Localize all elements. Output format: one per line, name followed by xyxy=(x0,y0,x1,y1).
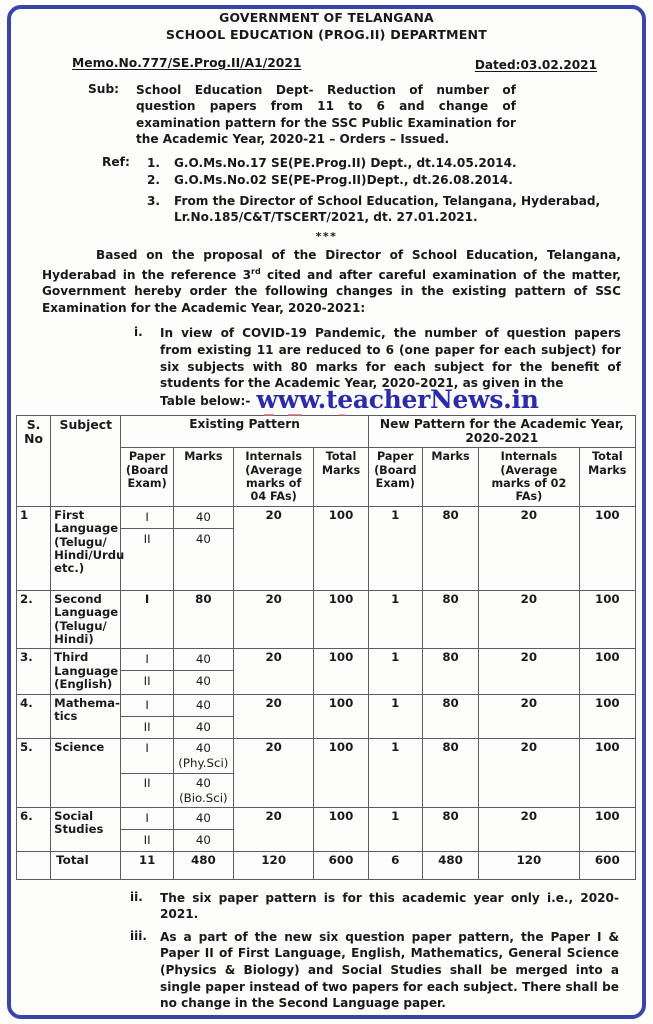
scan-artifact-mark xyxy=(288,414,302,416)
bottom-items-list xyxy=(14,890,639,1012)
cell-total-new-marks: 480 xyxy=(422,851,478,879)
bottom-item-number: iii. xyxy=(130,928,147,943)
item-i-block xyxy=(14,325,639,414)
cell-new-paper: 1 xyxy=(368,590,422,649)
paper-part: I xyxy=(145,740,149,755)
cell-new-marks: 80 xyxy=(422,807,478,851)
pattern-table-wrapper xyxy=(16,415,637,879)
reference-item-text: From the Director of School Education, Telangana, Hyderabad, Lr.No.185/C&T/TSCERT/2021, dt. 27.01.2021. xyxy=(174,193,601,225)
cell-existing-total: 100 xyxy=(314,506,368,590)
th-existing-pattern: Existing Pattern xyxy=(121,416,368,448)
cell-new-total: 100 xyxy=(579,649,635,694)
body-paragraph-ordinal: rd xyxy=(251,266,261,276)
table-row xyxy=(17,649,636,694)
cell-serial: 4. xyxy=(17,694,51,738)
cell-new-total: 100 xyxy=(579,807,635,851)
cell-existing-paper xyxy=(121,738,173,807)
cell-new-total: 100 xyxy=(579,694,635,738)
cell-existing-marks xyxy=(173,738,233,807)
cell-new-internals: 20 xyxy=(479,738,579,807)
cell-new-paper: 1 xyxy=(368,807,422,851)
subject-text: School Education Dept- Reduction of number of question papers from 11 to 6 and change of examination pattern for the SSC Public Examination for the Academic Year, 2020-21 – Orders – Issued. xyxy=(136,83,516,147)
subject-label: Sub: xyxy=(88,82,120,96)
header-department-line: SCHOOL EDUCATION (PROG.II) DEPARTMENT xyxy=(165,26,488,42)
cell-serial: 5. xyxy=(17,738,51,807)
marks-part: 40 xyxy=(174,670,233,692)
cell-existing-internals: 20 xyxy=(234,506,314,590)
marks-part: 40 xyxy=(195,697,211,712)
scan-artifact-mark xyxy=(338,414,346,416)
cell-total-existing-total: 600 xyxy=(314,851,368,879)
body-paragraph-part1: Based on the proposal of the Director of School Education, Telangana, Hyderabad in the reference 3 xyxy=(42,248,621,282)
reference-list xyxy=(14,155,639,226)
marks-part: 40 xyxy=(174,829,233,851)
table-below-label: Table below:- xyxy=(160,393,251,408)
bottom-item-text: The six paper pattern is for this academic year only i.e., 2020-2021. xyxy=(160,890,619,922)
cell-existing-paper xyxy=(121,694,173,738)
reference-label: Ref: xyxy=(102,154,130,169)
paper-part: II xyxy=(121,773,172,807)
header-government-line: GOVERNMENT OF TELANGANA xyxy=(219,10,434,25)
memo-number: Memo.No.777/SE.Prog.II/A1/2021 xyxy=(72,56,302,70)
body-paragraph-part2: cited and after careful examination of the matter, Government hereby order the following changes in the existing pattern of SSC Examination for the Academic Year, 2020-2021: xyxy=(42,267,621,315)
cell-subject: Third Language (English) xyxy=(51,649,121,694)
cell-new-paper: 1 xyxy=(368,649,422,694)
cell-total-new-paper: 6 xyxy=(368,851,422,879)
reference-item-number: 3. xyxy=(147,193,161,208)
th-new-internals: Internals (Average marks of 02 FAs) xyxy=(479,448,579,507)
th-new-marks: Marks xyxy=(422,448,478,507)
item-i-number: i. xyxy=(134,325,143,340)
table-row xyxy=(17,590,636,649)
subject-block xyxy=(14,82,639,148)
cell-existing-paper xyxy=(121,807,173,851)
memo-line xyxy=(14,56,639,74)
cell-existing-total: 100 xyxy=(314,694,368,738)
marks-part: 40 (Bio.Sci) xyxy=(174,773,233,807)
cell-new-internals: 20 xyxy=(479,649,579,694)
marks-part: 40 xyxy=(195,652,211,667)
reference-block xyxy=(14,155,639,226)
th-new-pattern: New Pattern for the Academic Year, 2020-2021 xyxy=(368,416,635,448)
cell-subject: Mathema-tics xyxy=(51,694,121,738)
cell-new-marks: 80 xyxy=(422,738,478,807)
cell-existing-marks xyxy=(173,649,233,694)
reference-item xyxy=(14,155,639,172)
cell-subject: First Language (Telugu/ Hindi/Urdu etc.) xyxy=(51,506,121,590)
cell-subject: Science xyxy=(51,738,121,807)
cell-serial: 3. xyxy=(17,649,51,694)
cell-existing-marks xyxy=(173,807,233,851)
marks-part: 40 (Phy.Sci) xyxy=(178,740,229,770)
th-new-total: Total Marks xyxy=(579,448,635,507)
cell-serial: 1 xyxy=(17,506,51,590)
paper-part: II xyxy=(121,670,172,692)
reference-item-text: G.O.Ms.No.02 SE(PE-Prog.II)Dept., dt.26.08.2014. xyxy=(174,173,513,188)
cell-new-internals: 20 xyxy=(479,506,579,590)
th-subject: Subject xyxy=(51,416,121,506)
marks-part: 40 xyxy=(174,716,233,738)
marks-part: 40 xyxy=(195,810,211,825)
table-row xyxy=(17,807,636,851)
cell-new-paper: 1 xyxy=(368,506,422,590)
item-i-last-line xyxy=(160,384,621,414)
document-sheet xyxy=(14,10,639,1014)
cell-existing-paper: I xyxy=(121,590,173,649)
cell-subject: Second Language (Telugu/ Hindi) xyxy=(51,590,121,649)
cell-existing-total: 100 xyxy=(314,590,368,649)
th-existing-paper: Paper (Board Exam) xyxy=(121,448,173,507)
bottom-item-text: As a part of the new six question paper pattern, the Paper I & Paper II of First Language, English, Mathematics, General Science (Physics & Biology) and Social Studies shall be merged into a single paper instead of two papers for each subject. There shall be no change in the Second Language paper. xyxy=(160,929,619,1011)
reference-item-number: 1. xyxy=(147,155,161,170)
cell-new-marks: 80 xyxy=(422,590,478,649)
cell-new-marks: 80 xyxy=(422,694,478,738)
paper-part: I xyxy=(145,509,149,524)
cell-total-label: Total xyxy=(51,851,121,879)
th-serial-number: S. No xyxy=(17,416,51,506)
cell-new-paper: 1 xyxy=(368,694,422,738)
bottom-item xyxy=(14,890,639,923)
paper-part: II xyxy=(121,829,172,851)
cell-existing-internals: 20 xyxy=(234,590,314,649)
cell-serial: 2. xyxy=(17,590,51,649)
reference-item xyxy=(14,193,639,226)
paper-part: I xyxy=(145,652,149,667)
cell-subject: Social Studies xyxy=(51,807,121,851)
cell-new-internals: 20 xyxy=(479,694,579,738)
th-existing-marks: Marks xyxy=(173,448,233,507)
reference-item xyxy=(14,172,639,189)
cell-new-marks: 80 xyxy=(422,649,478,694)
cell-new-marks: 80 xyxy=(422,506,478,590)
cell-total-existing-marks: 480 xyxy=(173,851,233,879)
item-i-text: In view of COVID-19 Pandemic, the number of question papers from existing 11 are reduced to 6 (one paper for each subject) for six subjects with 80 marks for each subject for the benefit of students for the Academic Year, 2020-2021, as given in the xyxy=(160,326,621,391)
cell-existing-total: 100 xyxy=(314,738,368,807)
cell-serial: 6. xyxy=(17,807,51,851)
marks-part: 40 xyxy=(174,528,233,550)
section-separator: *** xyxy=(315,230,338,243)
site-watermark: www.teacherNews.in xyxy=(256,384,539,414)
th-new-paper: Paper (Board Exam) xyxy=(368,448,422,507)
bottom-item-number: ii. xyxy=(130,889,143,904)
cell-existing-internals: 20 xyxy=(234,694,314,738)
cell-existing-total: 100 xyxy=(314,649,368,694)
cell-total-serial xyxy=(17,851,51,879)
cell-new-total: 100 xyxy=(579,506,635,590)
paper-part: I xyxy=(145,810,149,825)
paper-part: II xyxy=(121,716,172,738)
cell-existing-marks xyxy=(173,694,233,738)
marks-part: 40 xyxy=(195,509,211,524)
cell-total-existing-paper: 11 xyxy=(121,851,173,879)
cell-existing-paper xyxy=(121,506,173,590)
cell-existing-total: 100 xyxy=(314,807,368,851)
cell-existing-marks xyxy=(173,506,233,590)
paper-part: II xyxy=(121,528,172,550)
cell-new-internals: 20 xyxy=(479,807,579,851)
paper-part: I xyxy=(145,697,149,712)
cell-new-total: 100 xyxy=(579,738,635,807)
cell-existing-internals: 20 xyxy=(234,807,314,851)
th-existing-internals: Internals (Average marks of 04 FAs) xyxy=(234,448,314,507)
cell-existing-marks: 80 xyxy=(173,590,233,649)
cell-new-total: 100 xyxy=(579,590,635,649)
cell-existing-internals: 20 xyxy=(234,649,314,694)
table-row xyxy=(17,694,636,738)
cell-total-existing-internals: 120 xyxy=(234,851,314,879)
bottom-item xyxy=(14,929,639,1012)
table-row xyxy=(17,738,636,807)
memo-date: Dated:03.02.2021 xyxy=(474,58,597,72)
exam-pattern-table xyxy=(16,415,636,879)
cell-existing-paper xyxy=(121,649,173,694)
cell-existing-internals: 20 xyxy=(234,738,314,807)
scan-artifact-mark xyxy=(264,414,274,416)
table-total-row xyxy=(17,851,636,879)
cell-total-new-internals: 120 xyxy=(479,851,579,879)
table-group-header-row xyxy=(17,416,636,448)
reference-item-number: 2. xyxy=(147,173,161,188)
body-paragraph xyxy=(14,247,639,316)
cell-total-new-total: 600 xyxy=(579,851,635,879)
table-row xyxy=(17,506,636,590)
cell-new-internals: 20 xyxy=(479,590,579,649)
reference-item-text: G.O.Ms.No.17 SE(PE.Prog.II) Dept., dt.14.05.2014. xyxy=(174,155,517,170)
th-existing-total: Total Marks xyxy=(314,448,368,507)
cell-new-paper: 1 xyxy=(368,738,422,807)
